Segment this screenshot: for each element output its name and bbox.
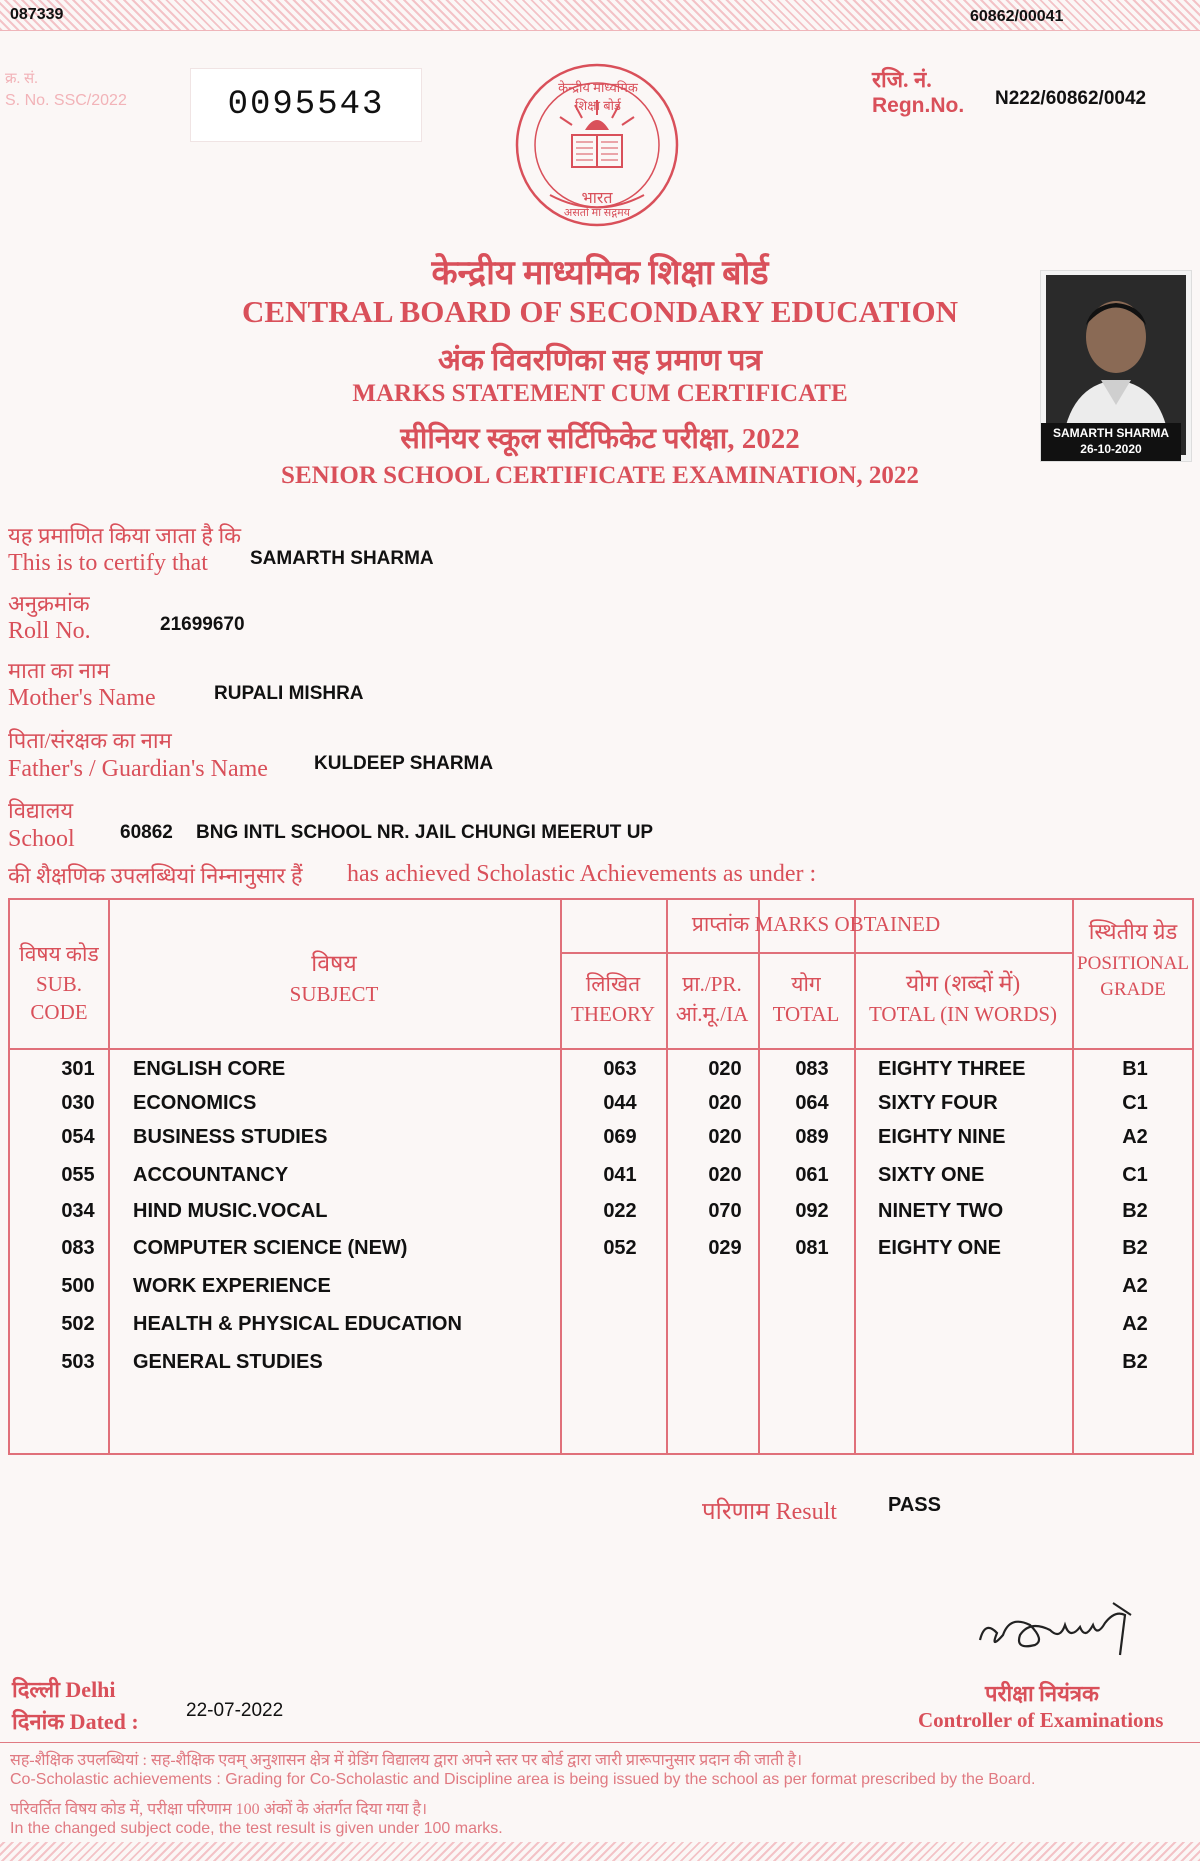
board-name-hi: केन्द्रीय माध्यमिक शिक्षा बोर्ड [431,255,769,292]
row-grade: B2 [1122,1237,1148,1259]
row-theory: 052 [603,1237,637,1259]
col-pr-hi: प्रा./PR. [682,972,742,996]
serial-number: 0095543 [190,68,422,142]
col-total-en: TOTAL [772,1002,840,1026]
row-grade: B2 [1122,1351,1148,1373]
row-subject: GENERAL STUDIES [133,1351,323,1373]
row-words: EIGHTY ONE [878,1237,1001,1259]
father-label-en: Father's / Guardian's Name [8,756,268,782]
doc-title-en: MARKS STATEMENT CUM CERTIFICATE [352,380,848,407]
row-pr: 070 [708,1200,742,1222]
row-pr: 020 [708,1164,742,1186]
student-photo [1040,270,1192,462]
row-words: SIXTY FOUR [878,1092,998,1114]
exam-title-hi: सीनियर स्कूल सर्टिफिकेट परीक्षा, 2022 [400,423,800,455]
row-code: 503 [61,1351,95,1373]
faint-sno-en: S. No. SSC/2022 [5,92,127,109]
achieve-label-hi: की शैक्षणिक उपलब्धियां निम्नानुसार हैं [8,863,303,888]
table-row [10,1058,1196,1088]
row-subject: HIND MUSIC.VOCAL [133,1200,328,1222]
marks-table [8,898,1194,1455]
row-theory: 069 [603,1126,637,1148]
table-row [10,1092,1196,1122]
controller-title-hi: परीक्षा नियंत्रक [985,1681,1099,1706]
row-theory: 044 [603,1092,637,1114]
col-code-en1: SUB. [35,972,83,996]
row-pr: 029 [708,1237,742,1259]
faint-sno-hi: क्र. सं. [5,71,38,87]
row-subject: ECONOMICS [133,1092,257,1114]
col-code-hi: विषय कोड [19,942,99,966]
photo-date: 26-10-2020 [1080,442,1142,456]
table-row [10,1313,1196,1343]
dated-label: दिनांक Dated : [12,1709,139,1734]
row-theory: 041 [603,1164,637,1186]
mother-label-hi: माता का नाम [8,658,110,683]
row-words: EIGHTY THREE [878,1058,1026,1080]
issue-date: 22-07-2022 [186,1700,284,1721]
row-grade: C1 [1122,1164,1148,1186]
col-grade-hi: स्थितीय ग्रेड [1088,919,1178,944]
col-marks-obtained: प्राप्तांक MARKS OBTAINED [691,912,941,936]
photo-name: SAMARTH SHARMA [1053,426,1169,440]
controller-signature [975,1595,1155,1670]
student-name: SAMARTH SHARMA [250,548,434,569]
row-grade: A2 [1122,1275,1148,1297]
row-subject: BUSINESS STUDIES [133,1126,328,1148]
row-total: 092 [795,1200,829,1222]
row-words: EIGHTY NINE [878,1126,1006,1148]
emblem-motto: असतो मा सद्गमय [563,207,631,219]
row-code: 083 [61,1237,95,1259]
row-total: 064 [795,1092,829,1114]
table-row [10,1200,1196,1230]
table-row [10,1237,1196,1267]
col-words-en: TOTAL (IN WORDS) [868,1002,1058,1026]
emblem-top-text: केन्द्रीय माध्यमिक शिक्षा बोर्ड [558,80,638,113]
footer-divider [0,1742,1200,1743]
col-subject-hi: विषय [311,951,357,976]
footnote-en-1: Co-Scholastic achievements : Grading for Co-Scholastic and Discipline area is being issued by the school as per format prescribed by the Board. [10,1771,1036,1788]
row-code: 055 [61,1164,95,1186]
school-label-hi: विद्यालय [8,798,74,823]
row-code: 054 [61,1126,95,1148]
col-grade-en2: GRADE [1100,979,1166,1000]
father-label-hi: पिता/संरक्षक का नाम [8,728,172,753]
father-name: KULDEEP SHARMA [314,753,494,774]
roll-label-hi: अनुक्रमांक [8,591,90,616]
row-theory: 063 [603,1058,637,1080]
achieve-label-en: has achieved Scholastic Achievements as under : [347,861,817,887]
footnote-hi-1: सह-शैक्षिक उपलब्धियां : सह-शैक्षिक एवम् अनुशासन क्षेत्र में ग्रेडिंग विद्यालय द्वारा अपने स्तर पर बोर्ड द्वारा जारी प्रारूपानुसार प्रदान की जाती है। [10,1752,803,1769]
regn-label-en: Regn.No. [872,94,965,117]
school-name: BNG INTL SCHOOL NR. JAIL CHUNGI MEERUT UP [196,822,654,843]
row-total: 089 [795,1126,829,1148]
table-row [10,1164,1196,1194]
exam-title-en: SENIOR SCHOOL CERTIFICATE EXAMINATION, 2022 [281,462,919,489]
col-subject-en: SUBJECT [289,982,379,1006]
regn-label-hi: रजि. नं. [872,67,932,92]
row-subject: WORK EXPERIENCE [133,1275,331,1297]
col-pr-en: आं.मू./IA [675,1002,749,1026]
row-grade: C1 [1122,1092,1148,1114]
row-subject: ACCOUNTANCY [133,1164,289,1186]
controller-title-en: Controller of Examinations [918,1708,1164,1732]
row-subject: HEALTH & PHYSICAL EDUCATION [133,1313,462,1335]
row-code: 500 [61,1275,95,1297]
top-right-code: 60862/00041 [970,8,1064,25]
roll-number: 21699670 [160,614,245,635]
place-label: दिल्ली Delhi [12,1677,116,1702]
regn-value: N222/60862/0042 [995,88,1147,109]
row-grade: B1 [1122,1058,1148,1080]
row-code: 301 [61,1058,95,1080]
col-words-hi: योग (शब्दों में) [905,971,1021,996]
school-label-en: School [8,826,75,852]
row-subject: ENGLISH CORE [133,1058,286,1080]
photo-caption [1041,423,1181,461]
row-words: SIXTY ONE [878,1164,985,1186]
row-theory: 022 [603,1200,637,1222]
col-grade-en1: POSITIONAL [1077,953,1189,974]
table-row [10,1275,1196,1305]
certify-label-hi: यह प्रमाणित किया जाता है कि [8,523,242,548]
bottom-security-band [0,1842,1200,1861]
doc-title-hi: अंक विवरणिका सह प्रमाण पत्र [438,344,762,377]
row-total: 061 [795,1164,829,1186]
school-code: 60862 [120,822,173,843]
board-name-en: CENTRAL BOARD OF SECONDARY EDUCATION [242,294,958,329]
table-row [10,1126,1196,1156]
footnote-en-2: In the changed subject code, the test result is given under 100 marks. [10,1820,503,1837]
col-total-hi: योग [791,972,821,996]
footnote-hi-2: परिवर्तित विषय कोड में, परीक्षा परिणाम 100 अंकों के अंतर्गत दिया गया है। [10,1801,428,1818]
mother-label-en: Mother's Name [8,685,156,711]
col-theory-hi: लिखित [585,972,641,996]
row-total: 081 [795,1237,829,1259]
table-row [10,1351,1196,1381]
row-total: 083 [795,1058,829,1080]
result-value: PASS [888,1494,941,1516]
row-code: 034 [61,1200,95,1222]
row-pr: 020 [708,1058,742,1080]
roll-label-en: Roll No. [8,618,91,644]
row-words: NINETY TWO [878,1200,1004,1222]
row-code: 030 [61,1092,95,1114]
row-grade: A2 [1122,1126,1148,1148]
certify-label-en: This is to certify that [8,550,208,576]
col-code-en2: CODE [30,1000,88,1024]
row-pr: 020 [708,1126,742,1148]
row-grade: A2 [1122,1313,1148,1335]
emblem-country: भारत [581,190,613,207]
col-theory-en: THEORY [571,1002,655,1026]
row-pr: 020 [708,1092,742,1114]
row-grade: B2 [1122,1200,1148,1222]
result-label: परिणाम Result [702,1499,837,1525]
top-left-code: 087339 [10,6,64,23]
mother-name: RUPALI MISHRA [214,683,364,704]
row-code: 502 [61,1313,95,1335]
row-subject: COMPUTER SCIENCE (NEW) [133,1237,408,1259]
